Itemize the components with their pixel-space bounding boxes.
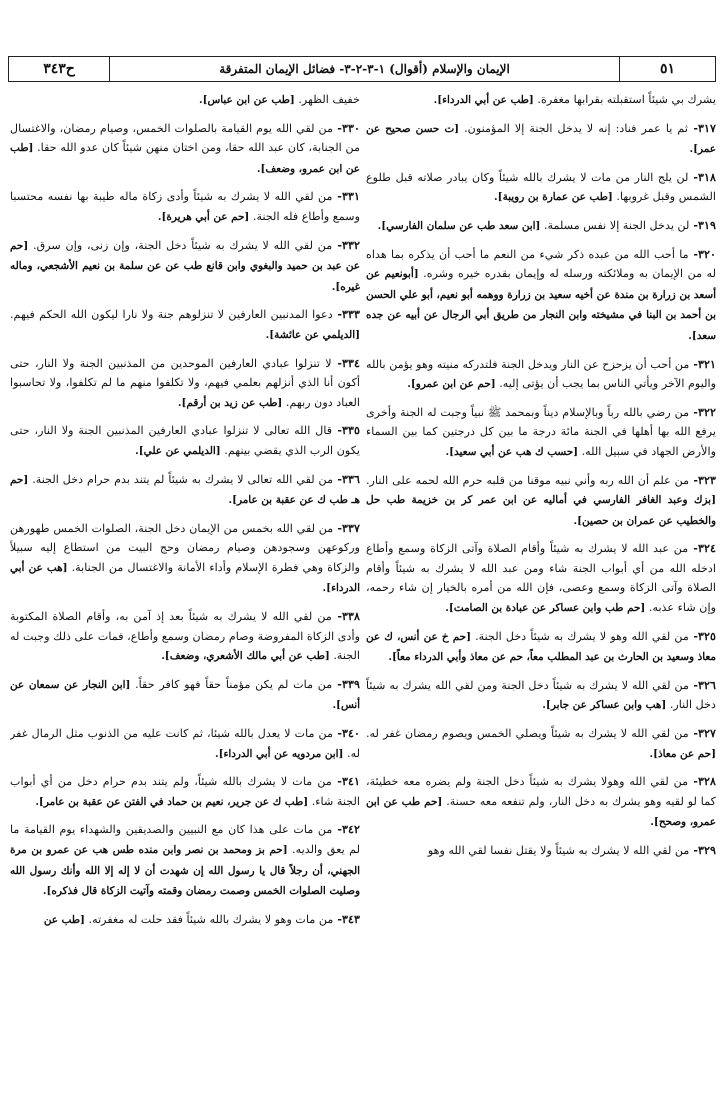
hadith-text: من لقي الله لا يشرك به شيئاً ويصلي الخمس ويصوم رمضان غفر له.: [366, 727, 689, 741]
hadith-text: لن يدخل الجنة إلا نفس مسلمة.: [544, 218, 690, 232]
hadith-number: ٣٣٣-: [332, 307, 360, 322]
hadith-entry: [10, 187, 360, 227]
hadith-text: من عبد الله لا يشرك به شيئاً وأقام الصلاة وآتى الزكاة وسمع وأطاع ادخله الله من أي أبواب الجنة شاء ومن عبد الله لا يشرك به شيئاً وأقام الصلاة وآتى الزكاة وسمع وعصى، فإن الله من أمره بالخيار إن شاء رحمه، وإن شاء عذبه.: [366, 542, 716, 615]
hadith-entry: [10, 470, 360, 511]
hadith-text: من لقي الله وهولا يشرك به شيئاً دخل الجنة ولم يضره معه خطيئة، كما لو لقيه وهو يشرك به دخل النار، ولم تنفعه معه حسنة.: [366, 775, 716, 808]
hadith-entry: [366, 539, 716, 618]
hadith-entry: [10, 236, 360, 298]
hadith-entry: [366, 403, 716, 463]
hadith-number: ٣١٩-: [689, 217, 716, 232]
hadith-number: ٣٢٩-: [689, 843, 716, 857]
hadith-source: [حم عن ابن عمرو].: [407, 378, 496, 391]
hadith-entry: [366, 245, 716, 347]
hadith-source: [حسب ك هب عن أبي سعيد].: [445, 445, 579, 458]
hadith-text: من مات لا يعدل بالله شيئا، ثم كانت عليه من الذنوب مثل الرمال غفر له.: [10, 727, 360, 760]
hadith-entry: [10, 675, 360, 716]
hadith-entry: [366, 355, 716, 395]
hadith-text: من مات لا يشرك بالله شيئاً، ولم يتند بدم حرام دخل من أي أبواب الجنة شاء.: [10, 775, 360, 808]
hadith-source: [طب عن عمارة بن رويبة].: [494, 191, 613, 204]
hadith-source: [حم خ عن أنس، ك عن معاذ وسعيد بن الحارث بن عبد المطلب معاً، حم عن معاذ وأبي الدرداء معاً].: [366, 630, 716, 664]
hadith-number: ٣١٧-: [687, 120, 716, 135]
hadith-entry: [366, 772, 716, 833]
hadith-number: ٣٣٨-: [331, 609, 360, 624]
hadith-text: من لقي الله لا يشرك به شيئاً دخل الجنة ومن لقي الله يشرك به شيئاً دخل النار.: [366, 678, 716, 712]
hadith-source: [هب وابن عساكر عن جابر].: [542, 699, 667, 712]
hadith-entry: [366, 90, 716, 111]
hadith-number: ٣٣٢-: [332, 237, 360, 252]
section-title: الإيمان والإسلام (أقوال) ١-٣-٢-٣- فضائل الإيمان المتفرقة: [109, 57, 619, 81]
hadith-text: ما أحب الله من عبده ذكر شيء من النعم ما أحب أن يذكره بما هداه له من الإيمان به وملائكته ورسله له وإيمان بقدره خيره وشره.: [366, 247, 716, 281]
hadith-entry: [366, 724, 716, 764]
hadith-text: ثم يا عمر فناد: إنه لا يدخل الجنة إلا المؤمنون.: [464, 121, 688, 135]
hadith-number: ٣٣٩-: [332, 676, 360, 691]
hadith-entry: [10, 305, 360, 345]
hadith-entry: [10, 607, 360, 667]
hadith-text: من رضي بالله رباً وبالإسلام ديناً وبمحمد ﷺ نبياً وجبت له الجنة وأخرى يرفع الله بها أهلها في الجنة مائة درجة ما بين كل درجتين كما بين السماء والأرض الجهاد في سبيل الله.: [366, 405, 716, 458]
hadith-number: ٣٤٠-: [333, 726, 360, 741]
hadith-number: ٣٢٨-: [688, 774, 716, 789]
page-number: ٥١: [619, 57, 715, 81]
hadith-number: ٣٣٦-: [333, 471, 360, 486]
hadith-number: ٣٢٣-: [689, 472, 716, 487]
hadith-text: من لقي الله تعالى لا يشرك به شيئاً لم يتند بدم حرام دخل الجنة.: [32, 472, 334, 486]
hadith-text: من أحب أن يزحزح عن النار ويدخل الجنة فلتدركه منيته وهو يؤمن بالله واليوم الآخر ويأتي الناس بما يجب أن يؤتى إليه.: [366, 357, 716, 391]
hadith-number: ٣٢١-: [689, 356, 716, 371]
hadith-number: ٣٣٧-: [333, 520, 360, 535]
hadith-source: [طب ك عن جرير، نعيم بن حماد في الفتن عن عقبة بن عامر].: [35, 795, 309, 808]
hadith-source: [حم عن عبد بن حميد والبغوي وابن قانع طب عن عن سلمة بن نعيم الأشجعي، وماله غيره].: [10, 239, 360, 293]
hadith-range: ح٣٤٣: [43, 61, 75, 77]
hadith-text: من علم أن الله ربه وأني نبيه موقنا من قلبه حرم الله لحمه على النار.: [366, 473, 690, 487]
hadith-number: ٣٣٠-: [333, 120, 360, 135]
hadith-text: من مات وهو لا يشرك بالله شيئاً فقد حلت له مغفرته.: [88, 912, 334, 926]
hadith-source: [الديلمي عن عائشة].: [265, 328, 360, 341]
hadith-entry: [10, 519, 360, 599]
hadith-source: [طب عن أبي مالك الأشعري، وضعف].: [161, 650, 330, 663]
hadith-entry: [10, 421, 360, 461]
hadith-source: [طب عن: [43, 913, 85, 926]
hadith-entry: [366, 841, 716, 862]
hadith-source: [ابن سعد طب عن سلمان الفارسي].: [377, 219, 541, 232]
hadith-number: ٣٢٦-: [689, 677, 716, 692]
hadith-text: من لقي الله لا يشرك به شيئاً ولا يقتل نفسا لقي الله وهو: [427, 844, 690, 857]
hadith-text: من لقي الله بخمس من الإيمان دخل الجنة، الصلوات الخمس طهورهن وركوعهن وسجودهن وصيام رمضان وحج البيت من استطاع إليه سبيلاً والزكاة وهي فطرة الإسلام وأداء الأمانة والاغتسال من الجنابة.: [10, 521, 360, 574]
hadith-text: من لقي الله وهو لا يشرك به شيئاً دخل الجنة.: [475, 629, 689, 643]
hadith-number: ٣١٨-: [688, 169, 716, 184]
hadith-source: [حم طب عن ابن عمرو، وصحح].: [366, 795, 716, 829]
hadith-text: يشرك بي شيئاً استقبلته بقرابها مغفرة.: [537, 93, 716, 106]
hadith-text: من مات على هذا كان مع النبيين والصديقين والشهداء يوم القيامة ما لم يعق والديه.: [10, 823, 360, 856]
hadith-entry: [10, 820, 360, 901]
hadith-number: ٣٢٧-: [688, 726, 716, 741]
hadith-source: [ت حسن صحيح عن عمر].: [366, 122, 716, 156]
hadith-number: ٣٣١-: [332, 189, 360, 204]
hadith-source: [أبونعيم عن أسعد بن زرارة بن مندة عن أخيه سعيد بن زرارة ووهمه أبو نعيم، أبو علي الحسن بن أحمد بن البنا في مشيخته وابن النجار من طريق أبي الرجال عن أبيه عن جده سعد].: [366, 268, 716, 342]
hadith-source: [حم طب وابن عساكر عن عبادة بن الصامت].: [445, 602, 646, 615]
hadith-entry: [366, 119, 716, 160]
hadith-entry: [10, 724, 360, 764]
hadith-number: ٣٢٤-: [688, 541, 716, 556]
hadith-number: ٣٢٠-: [688, 246, 716, 261]
hadith-text: دعوا المدنبين العارفين لا تنزلوهم جنة ولا نارا ليكون الله الحكم فيهم.: [10, 308, 333, 322]
hadith-entry: [10, 772, 360, 812]
hadith-number: ٣٢٢-: [689, 404, 716, 419]
hadith-entry: [10, 90, 360, 111]
hadith-number: ٣٣٥-: [332, 423, 360, 438]
hadith-entry: [10, 910, 360, 931]
hadith-text: خفيف الظهر.: [298, 93, 360, 106]
hadith-entry: [10, 119, 360, 180]
hadith-number: ٣٤٢-: [332, 822, 360, 837]
hadith-entry: [10, 354, 360, 414]
hadith-text: من لقي الله لا يشرك به شيئاً وأدى زكاة ماله طيبة بها نفسه محتسبا وسمع وأطاع فله الجنة.: [10, 190, 360, 223]
hadith-number: ٣٣٤-: [331, 355, 360, 370]
hadith-entry: [366, 676, 716, 716]
hadith-text: لا تنزلوا عبادي العارفين الموحدين من المذنبين الجنة ولا النار، حتى أكون أنا الذي أنزلهم بعلمي فيهم، ولا تكلفوا منهم ما لم تكلفوا، ولا تحاسبوا العباد دون ربهم.: [10, 356, 360, 409]
hadith-source: [ابن النجار عن سمعان عن أنس].: [10, 678, 360, 712]
hadith-text: من مات لم يكن مؤمناً حقاً فهو كافر حقاً.: [135, 677, 333, 691]
hadith-entry: [366, 627, 716, 668]
hadith-source: [حم بز ومحمد بن نصر وابن منده طس هب عن عمرو بن مرة الجهني، أن رجلاً قال يا رسول الله إن شهدت أن لا إله إلا الله وأنك رسول الله وصليت الصلوات الخمس وصمت رمضان وقمته وآتيت الزكاة قال فذكره].: [10, 844, 360, 898]
hadith-number: ٣٤٣-: [333, 911, 360, 926]
hadith-entry: [366, 168, 716, 208]
right-column: [366, 90, 716, 1105]
hadith-source: [طب عن ابن عباس].: [199, 94, 295, 106]
hadith-entry: [366, 471, 716, 532]
page-header: [8, 56, 716, 82]
hadith-source: [طب عن أبي الدرداء].: [433, 94, 534, 106]
hadith-text: من لقي الله لا يشرك به شيئاً دخل الجنة، وإن زنى، وإن سرق.: [33, 238, 333, 252]
hadith-source: [طب عن زيد بن أرقم].: [177, 396, 283, 409]
hadith-source: [حم عن أبي هريرة].: [157, 210, 250, 223]
hadith-text: قال الله تعالى لا تنزلوا عبادي العارفين المذنبين الجنة ولا النار، حتى يكون الرب الذي يقضي بينهم.: [10, 424, 360, 457]
hadith-source: [هب عن أبي الدرداء].: [10, 561, 360, 595]
hadith-entry: [366, 216, 716, 237]
hadith-source: [الديلمي عن علي].: [135, 444, 221, 457]
hadith-text: من لقي الله لا يشرك به شيئاً بعد إذ آمن به، وأقام الصلاة المكتوبة وأدى الزكاة المفروضة وصام رمضان وسمع وأطاع، فمات على ذلك وجبت له الجنة.: [10, 610, 360, 663]
left-column: [10, 90, 360, 1105]
hadith-source: [ابن مردويه عن أبي الدرداء].: [214, 747, 344, 760]
hadith-number: ٣٤١-: [331, 774, 360, 789]
hadith-text: من لقي الله يوم القيامة بالصلوات الخمس، وصيام رمضان، والاغتسال من الجنابة، كان عبد الله حقا، ومن اختان منهن شيئاً كان عدو الله حقا.: [10, 121, 360, 155]
hadith-source: [طب عن ابن عمرو، وضعف].: [10, 142, 360, 175]
hadith-text: لن يلج النار من مات لا يشرك بالله شيئاً وكان يبادر صلاته قبل طلوع الشمس وقبل غروبها.: [366, 170, 716, 204]
hadith-source: [حم عن معاذ].: [649, 747, 716, 760]
hadith-source: [بزك وعبد الغافر الفارسي في أماليه عن ابن عمر كر بن خزيمة طب حل والخطيب عن عمران بن حصين].: [366, 494, 716, 527]
hadith-number: ٣٢٥-: [688, 628, 716, 643]
hadith-source: [حم هـ طب ك عن عقبة بن عامر].: [10, 473, 360, 507]
